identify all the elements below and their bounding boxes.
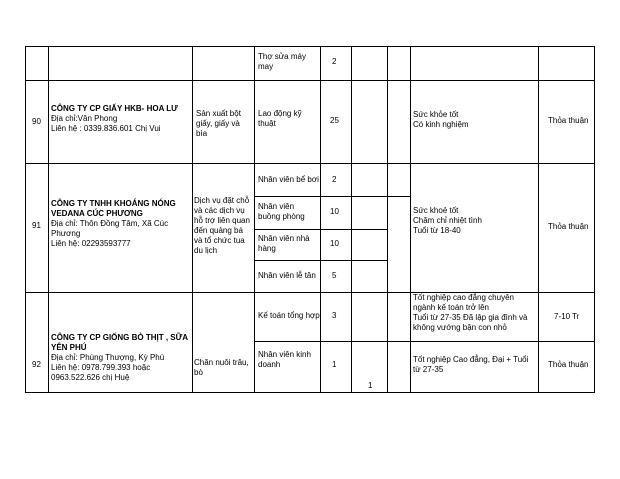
company-address: Địa chỉ:Vân Phong	[51, 114, 118, 123]
job-title: Nhân viên nhà hàng	[258, 234, 310, 253]
table-rule	[320, 46, 321, 393]
table-rule	[48, 46, 49, 393]
table-rule	[25, 80, 594, 81]
job-quantity: 3	[332, 311, 337, 320]
table-rule	[351, 46, 352, 393]
requirement-line: Chăm chỉ nhiệt tình	[413, 216, 482, 225]
table-rule	[25, 392, 594, 393]
industry: Chăn nuôi trâu, bò	[194, 358, 249, 377]
company-address: Địa chỉ: Thôn Đồng Tâm, Xã Cúc Phương	[51, 219, 169, 238]
table-rule	[25, 46, 594, 47]
table-rule	[538, 46, 539, 393]
table-rule	[594, 46, 595, 393]
requirement-line: Sức khoẻ tốt	[413, 206, 459, 215]
table-rule	[387, 46, 388, 393]
table-rule	[192, 46, 193, 393]
salary: Thỏa thuận	[548, 222, 589, 231]
company-address: Địa chỉ: Phùng Thượng, Kỳ Phú	[51, 353, 165, 362]
requirement-line: Có kinh nghiệm	[413, 120, 469, 129]
table-rule	[25, 46, 26, 393]
salary: Thỏa thuận	[548, 360, 589, 369]
extra-count: 1	[368, 381, 373, 390]
row-number: 91	[32, 221, 41, 230]
job-quantity: 2	[332, 57, 337, 66]
requirement-line: Sức khỏe tốt	[413, 110, 459, 119]
company-contact: Liên hệ: 02293593777	[51, 239, 131, 248]
requirement-line: Tốt nghiệp cao đẳng chuyên ngành kế toán trở lên	[413, 293, 514, 312]
requirement-line: Tuổi từ 27-35 Đã lập gia đình và không vướng bận con nhỏ	[413, 313, 528, 332]
industry: Dịch vụ đặt chỗ và các dịch vụ hỗ trợ liên quan đến quảng bá và tổ chức tua du lịch	[194, 196, 250, 255]
job-title: Nhân viên kinh doanh	[258, 350, 311, 369]
company-name: CÔNG TY CP GIỐNG BÒ THỊT , SỮA YÊN PHÚ	[51, 333, 188, 352]
job-title: Nhân viên lễ tân	[258, 271, 316, 280]
salary: 7-10 Tr	[554, 312, 580, 321]
table-rule	[25, 163, 594, 164]
job-title: Nhân viên bể bơi	[258, 175, 319, 184]
job-quantity: 1	[332, 360, 337, 369]
company-name: CÔNG TY CP GIẤY HKB- HOA LƯ	[51, 104, 178, 113]
job-title: Thợ sửa máy may	[258, 52, 306, 71]
requirement-line: Tốt nghiệp Cao đẳng, Đại + Tuổi từ 27-35	[413, 355, 529, 374]
job-quantity: 5	[332, 271, 337, 280]
salary: Thỏa thuận	[548, 116, 589, 125]
requirement-line: Tuổi từ 18-40	[413, 226, 461, 235]
job-title: Kế toán tổng hợp	[258, 311, 320, 320]
company-name: CÔNG TY TNHH KHOÁNG NÓNG VEDANA CÚC PHƯƠNG	[51, 199, 176, 218]
job-title: Lao động kỹ thuật	[258, 109, 302, 128]
row-number: 90	[32, 117, 41, 126]
table-rule	[410, 46, 411, 393]
job-quantity: 25	[330, 116, 339, 125]
industry: Sản xuất bột giấy, giấy và bìa	[196, 109, 241, 138]
job-quantity: 2	[332, 175, 337, 184]
company-contact: Liên hệ: 0978.799.393 hoặc 0963.522.626 chị Huệ	[51, 363, 151, 382]
table-rule	[254, 341, 594, 342]
job-title: Nhân viên buồng phòng	[258, 202, 305, 221]
job-quantity: 10	[330, 207, 339, 216]
company-contact: Liên hệ : 0339.836.601 Chị Vui	[51, 124, 161, 133]
table-rule	[254, 46, 255, 393]
row-number: 92	[32, 360, 41, 369]
job-quantity: 10	[330, 239, 339, 248]
